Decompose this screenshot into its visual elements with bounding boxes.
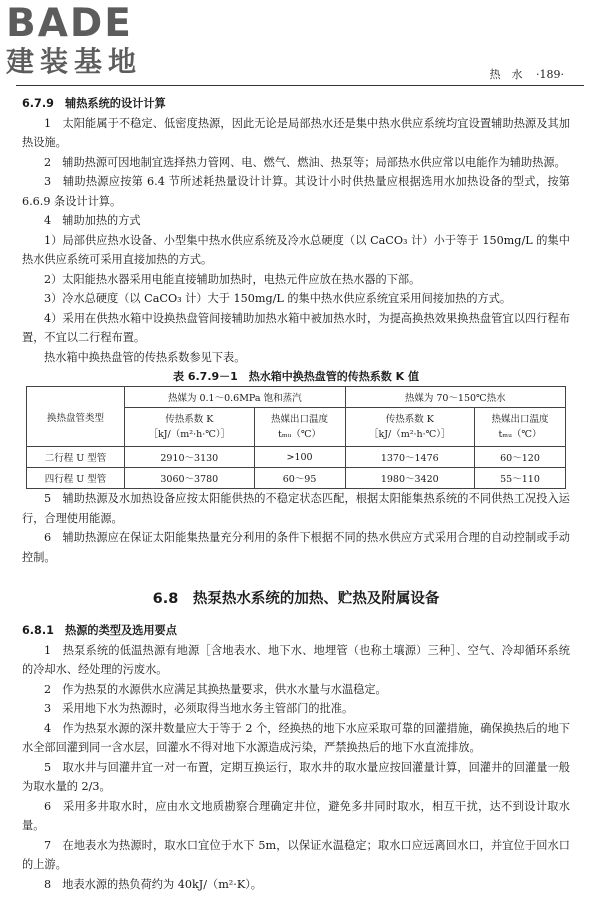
paragraph: 2 辅助热源可因地制宜选择热力管网、电、燃气、燃油、热泵等；局部热水供应常以电能作为辅助热源。 [44, 155, 566, 169]
logo-text-bottom: 建装基地 [6, 45, 143, 78]
logo-text-top: BADE [6, 1, 133, 46]
table-header-k: 传热系数 K ［kJ/（m²·h·℃）］ [125, 408, 255, 447]
table-header-group-steam: 热媒为 0.1～0.6MPa 饱和蒸汽 [125, 387, 345, 408]
table-cell: >100 [254, 447, 345, 468]
page-body [22, 94, 570, 894]
paragraph: 7 在地表水为热源时，取水口宜位于水下 5m，以保证水温稳定；取水口应远离回水口，并宜位于回水口的上游。 [22, 838, 570, 871]
paragraph: 2 作为热泵的水源供水应满足其换热量要求，供水水量与水温稳定。 [44, 682, 387, 696]
paragraph: 1）局部供应热水设备、小型集中热水供应系统及冷水总硬度（以 CaCO₃ 计）小于等于 150mg/L 的集中热水供应系统可采用直接加热的方式。 [22, 233, 570, 266]
paragraph: 3）冷水总硬度（以 CaCO₃ 计）大于 150mg/L 的集中热水供应系统宜采用间接加热的方式。 [44, 292, 512, 305]
paragraph: 1 太阳能属于不稳定、低密度热源，因此无论是局部热水还是集中热水供应系统均宜设置辅助热源及其加热设施。 [22, 116, 570, 149]
running-header [480, 66, 565, 82]
table-header-k: 传热系数 K ［kJ/（m²·h·℃）］ [345, 408, 475, 447]
brand-logo [6, 2, 176, 80]
header-label: 热 水 [489, 68, 523, 81]
paragraph: 6 辅助热源应在保证太阳能集热量充分利用的条件下根据不同的热水供应方式采用合理的自动控制或手动控制。 [22, 531, 570, 564]
table-cell: 1980～3420 [345, 468, 475, 489]
paragraph: 6 采用多井取水时，应由水文地质勘察合理确定井位，避免多井同时取水，相互干扰，达不到设计取水量。 [22, 799, 570, 832]
section-title-6-7-9: 6.7.9 辅热系统的设计计算 [22, 97, 166, 110]
table-cell: 3060～3780 [125, 468, 255, 489]
table-cell-type: 四行程 U 型管 [27, 468, 125, 489]
table-cell: 55～110 [475, 468, 566, 489]
table-row [27, 447, 566, 468]
header-rule [16, 85, 584, 86]
table-cell: 60～120 [475, 447, 566, 468]
table-row [27, 468, 566, 489]
paragraph: 1 热泵系统的低温热源有地源［含地表水、地下水、地埋管（也称土壤源）三种］、空气、冷却循环系统的冷却水、经处理的污废水。 [22, 643, 570, 676]
page-number: ·189· [536, 68, 564, 81]
paragraph: 4）采用在供热水箱中设换热盘管间接辅助加热水箱中被加热水时，为提高换热效果换热盘管宜以四行程布置，不宜以二行程布置。 [22, 311, 570, 344]
chapter-heading-6-8: 6.8 热泵热水系统的加热、贮热及附属设备 [152, 591, 440, 607]
paragraph: 5 取水井与回灌井宜一对一布置，定期互换运行，取水井的取水量应按回灌量计算，回灌井的回灌量一般为取水量的 2/3。 [22, 760, 570, 793]
table-header-t: 热媒出口温度 tₘᵤ（℃） [475, 408, 566, 447]
paragraph: 3 采用地下水为热源时，必须取得当地水务主管部门的批准。 [44, 702, 354, 715]
paragraph: 4 作为热泵水源的深井数量应大于等于 2 个，经换热的地下水应采取可靠的回灌措施，确保换热后的地下水全部回灌到同一含水层，回灌水不得对地下水源造成污染，严禁换热后的地下水直流排放。 [22, 721, 570, 754]
table-cell: 60～95 [254, 468, 345, 489]
table-cell-type: 二行程 U 型管 [27, 447, 125, 468]
paragraph: 5 辅助热源及水加热设备应按太阳能供热的不稳定状态匹配，根据太阳能集热系统的不同供热工况投入运行，合理使用能源。 [22, 492, 570, 525]
section-title-6-8-1: 6.8.1 热源的类型及选用要点 [22, 624, 177, 637]
table-header-group-hotwater: 热媒为 70～150℃热水 [345, 387, 566, 408]
paragraph: 4 辅助加热的方式 [44, 214, 141, 227]
table-cell: 2910～3130 [125, 447, 255, 468]
paragraph: 2）太阳能热水器采用电能直接辅助加热时，电热元件应放在热水器的下部。 [44, 272, 421, 286]
paragraph: 热水箱中换热盘管的传热系数参见下表。 [44, 350, 246, 364]
table-cell: 1370～1476 [345, 447, 475, 468]
table-caption: 表 6.7.9－1 热水箱中换热盘管的传热系数 K 值 [173, 370, 419, 383]
table-header-type: 换热盘管类型 [27, 387, 125, 447]
paragraph: 3 辅助热源应按第 6.4 节所述耗热量设计计算。其设计小时供热量应根据选用水加热设备的型式，按第 6.6.9 条设计计算。 [22, 175, 570, 208]
table-header-t: 热媒出口温度 tₘᵤ（℃） [254, 408, 345, 447]
paragraph: 8 地表水源的热负荷约为 40kJ/（m²·K）。 [44, 877, 262, 891]
heat-transfer-table [26, 386, 566, 489]
